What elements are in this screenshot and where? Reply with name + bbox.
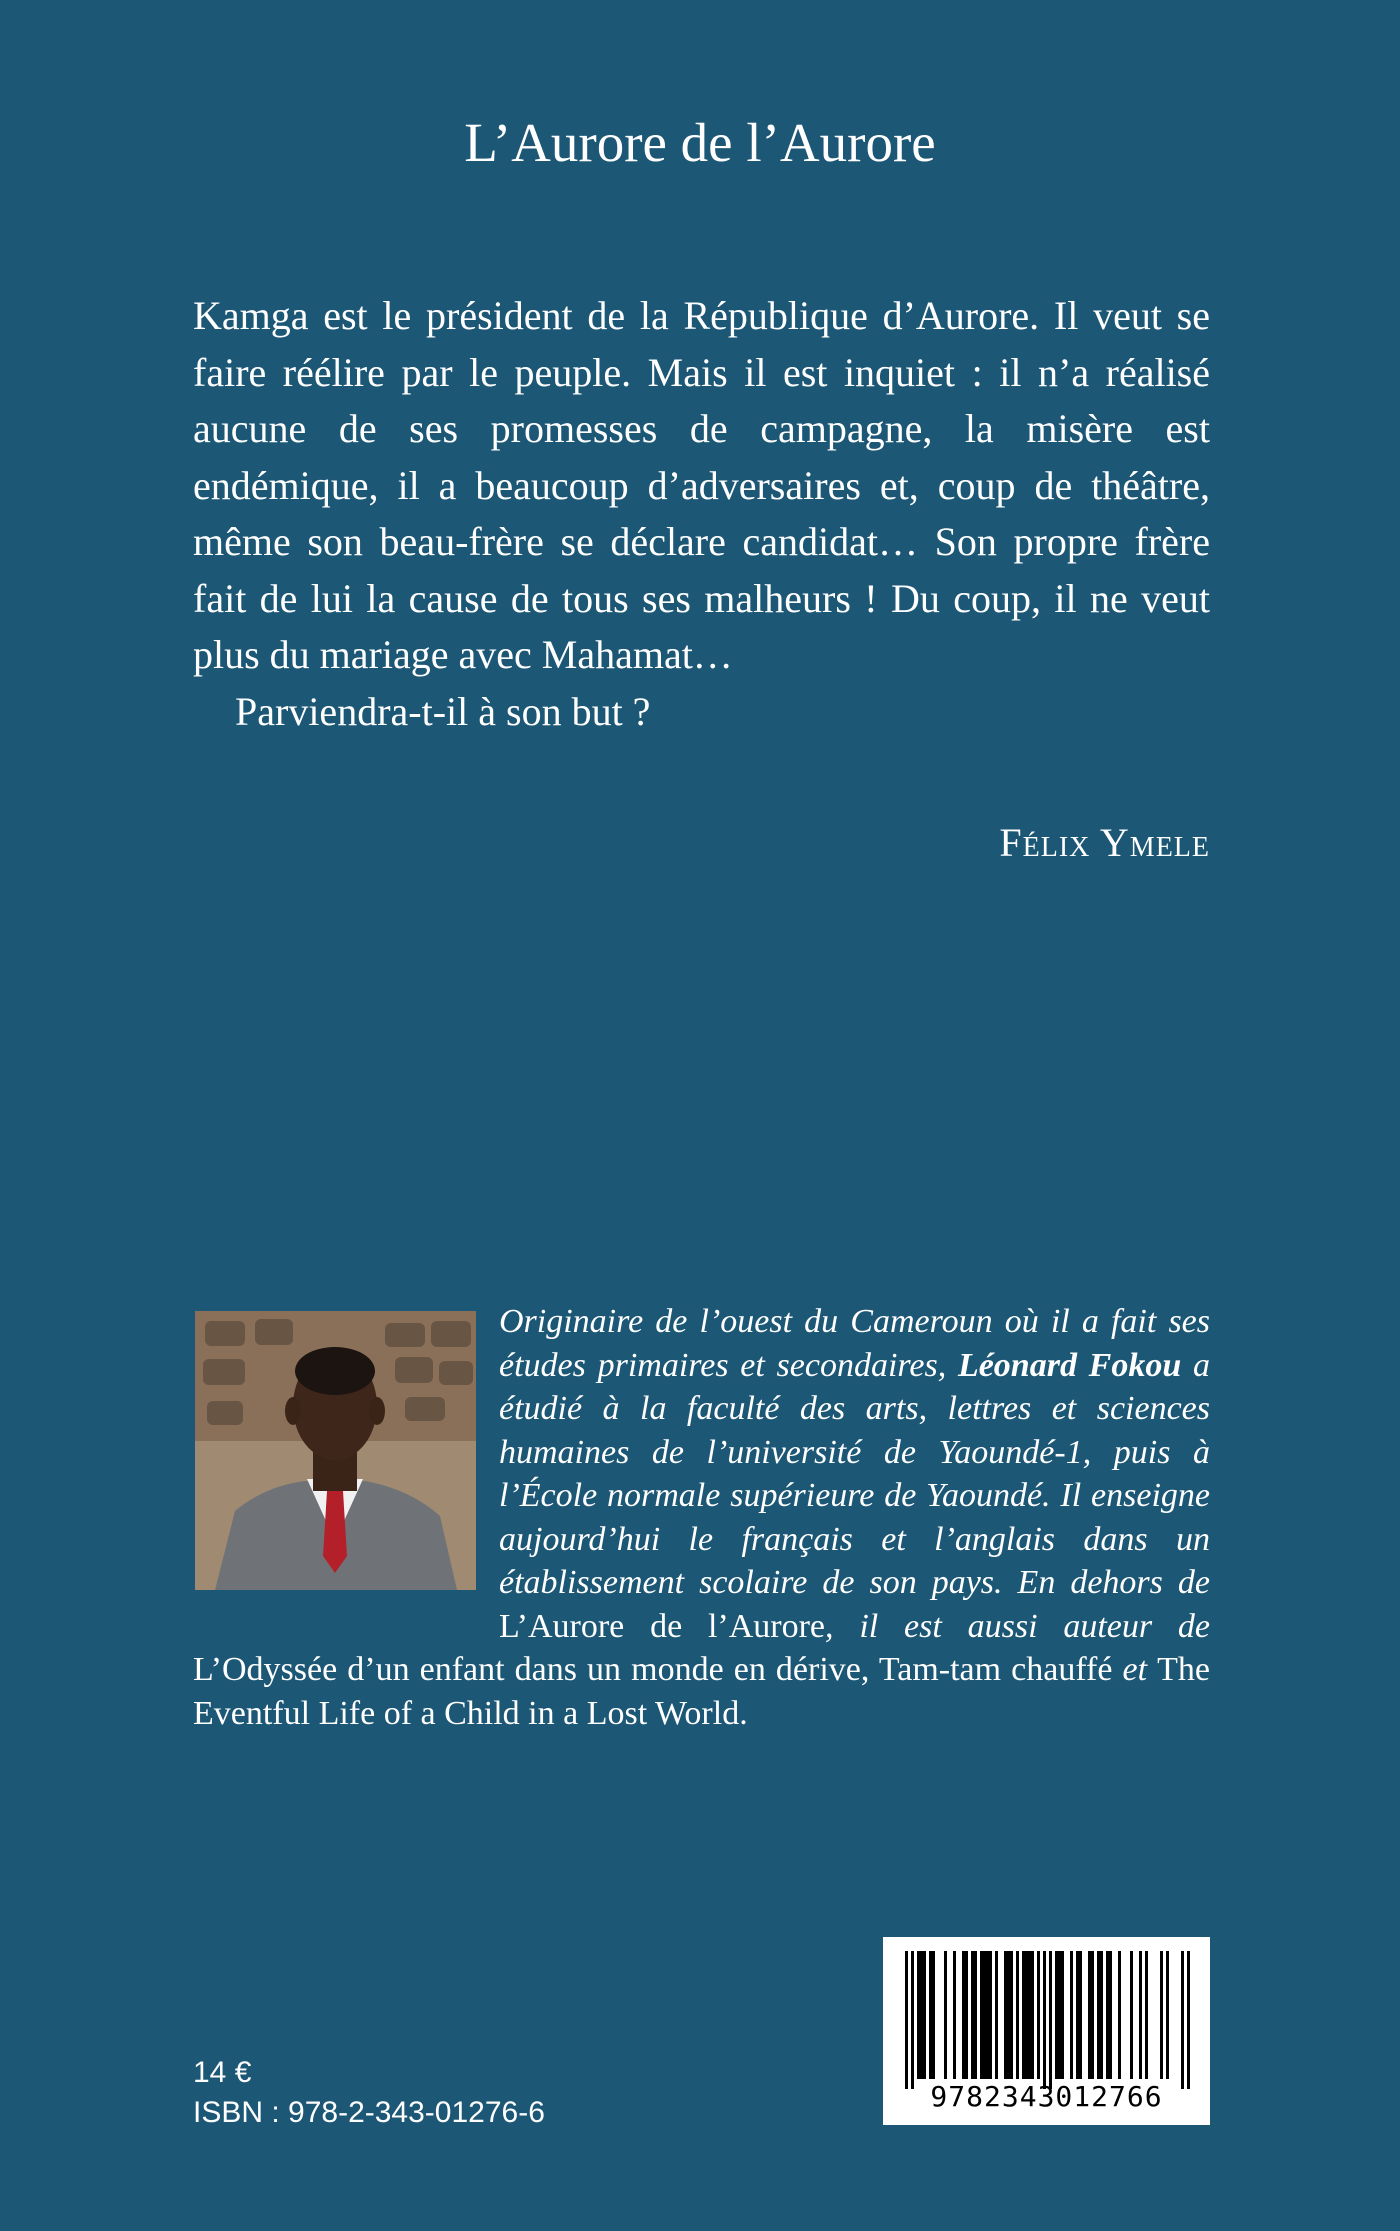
barcode-bar (1043, 1951, 1046, 2089)
bio-text: a étudié à la faculté des arts, lettres et sciences humaines de l’université de Yaoundé-1, puis à l’École normale supérieure de Yaoundé. Il enseigne aujourd’hui le français et l’anglais dans un établissement scolaire de son pays. En dehors de (499, 1346, 1210, 1601)
author-name: Léonard Fokou (957, 1346, 1182, 1384)
isbn: ISBN : 978-2-343-01276-6 (193, 2096, 545, 2129)
barcode-bar (1061, 1951, 1064, 2079)
barcode-bar (1130, 1951, 1133, 2079)
barcode (883, 1937, 1210, 2125)
barcode-bar (1181, 1951, 1184, 2089)
barcode-bar (929, 1951, 932, 2079)
barcode-bar (986, 1951, 989, 2079)
barcode-bar (1031, 1951, 1034, 2079)
barcode-bar (1055, 1951, 1058, 2079)
bio-end: . (739, 1694, 748, 1732)
book-reference: The Eventful Life of a Child in a Lost World (193, 1651, 1210, 1732)
bio-text: , il est aussi auteur de (825, 1607, 1210, 1645)
blurb-question: Parviendra-t-il à son but ? (235, 688, 651, 734)
barcode-bar (1028, 1951, 1031, 2079)
barcode-bar (980, 1951, 983, 2079)
barcode-bar (1079, 1951, 1082, 2079)
barcode-bar (1010, 1951, 1013, 2079)
barcode-bar (944, 1951, 947, 2079)
barcode-bar (995, 1951, 998, 2079)
price: 14 € (193, 2056, 252, 2089)
book-reference: Tam-tam chauffé (878, 1651, 1113, 1688)
barcode-bar (962, 1951, 965, 2079)
bio-separator: , (860, 1651, 879, 1688)
barcode-bar (989, 1951, 992, 2079)
barcode-bar (965, 1951, 968, 2079)
barcode-bar (971, 1951, 974, 2079)
barcode-bar (1076, 1951, 1079, 2079)
barcode-bar (1118, 1951, 1121, 2079)
barcode-bar (1058, 1951, 1061, 2079)
bio-text: et (1112, 1651, 1158, 1688)
blurb (193, 288, 1210, 740)
barcode-bar (1106, 1951, 1109, 2079)
barcode-bar (1160, 1951, 1163, 2079)
barcode-bar (932, 1951, 935, 2079)
blurb-paragraph: Kamga est le président de la République d’Aurore. Il veut se faire réélire par le peuple. Mais il est inquiet : il n’a réalisé aucune de ses promesses de campagne, la misère est endémique, il a beaucoup d’adversaires et, coup de théâtre, même son beau-frère se déclare candidat… Son propre frère fait de lui la cause de tous ses malheurs ! Du coup, il ne veut plus du mariage avec Mahamat… (193, 293, 1210, 677)
barcode-bar (905, 1951, 908, 2089)
book-reference: L’Aurore de l’Aurore (499, 1607, 826, 1645)
barcode-bar (1070, 1951, 1073, 2079)
barcode-bar (1049, 1951, 1052, 2089)
barcode-bar (983, 1951, 986, 2079)
barcode-bar (953, 1951, 956, 2079)
barcode-bar (1109, 1951, 1112, 2079)
photo-spacer (193, 1300, 499, 1605)
barcode-bar (1091, 1951, 1094, 2079)
barcode-bar (1166, 1951, 1169, 2079)
author-biography (193, 1300, 1210, 1735)
barcode-bar (974, 1951, 977, 2079)
barcode-digits: 9782343012766 (930, 2080, 1163, 2113)
barcode-bar (1016, 1951, 1019, 2079)
barcode-bar (1007, 1951, 1010, 2079)
barcode-bar (1037, 1951, 1040, 2079)
bio-text: Originaire de l’ouest du Cameroun où il a fait ses études primaires et secondaires, (499, 1303, 1210, 1384)
barcode-bar (1187, 1951, 1190, 2089)
barcode-bar (917, 1951, 920, 2079)
barcode-bar (920, 1951, 923, 2079)
barcode-bar (1139, 1951, 1142, 2079)
barcode-bar (1145, 1951, 1148, 2079)
barcode-bar (1004, 1951, 1007, 2079)
barcode-bar (1100, 1951, 1103, 2079)
barcode-bar (1088, 1951, 1091, 2079)
barcode-bar (1025, 1951, 1028, 2079)
barcode-bar (1097, 1951, 1100, 2079)
book-reference: L’Odyssée d’un enfant dans un monde en dérive (193, 1651, 861, 1688)
barcode-bar (911, 1951, 914, 2089)
barcode-bar (923, 1951, 926, 2079)
barcode-bar (1022, 1951, 1025, 2079)
book-title: L’Aurore de l’Aurore (464, 112, 936, 173)
blurb-signature: Félix Ymele (999, 820, 1210, 865)
